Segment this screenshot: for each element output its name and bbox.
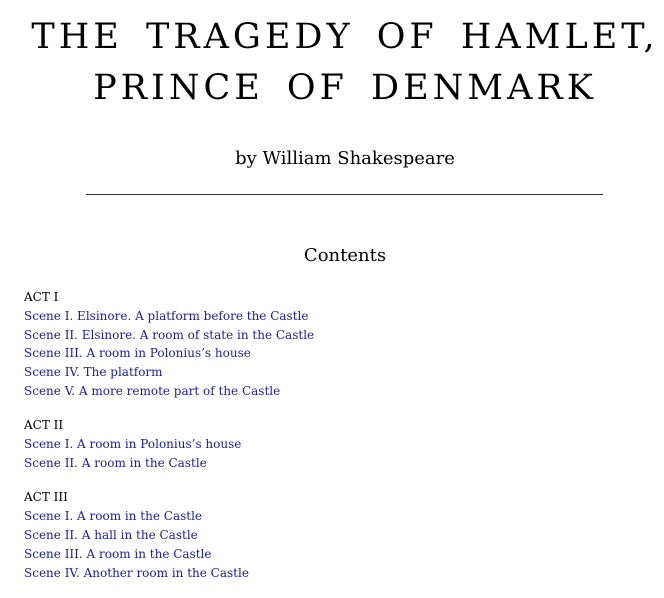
act-block bbox=[24, 416, 644, 472]
act-block bbox=[24, 288, 644, 401]
title-line-2: PRINCE OF DENMARK bbox=[93, 68, 597, 108]
author-byline: by William Shakespeare bbox=[235, 148, 455, 169]
scene-link[interactable]: Scene I. Elsinore. A platform before the Castle bbox=[24, 308, 309, 323]
horizontal-rule bbox=[86, 194, 603, 195]
contents-heading: Contents bbox=[303, 245, 387, 266]
scene-link[interactable]: Scene III. A room in Polonius’s house bbox=[24, 346, 251, 361]
scene-link[interactable]: Scene IV. Another room in the Castle bbox=[24, 565, 249, 580]
act-label: ACT II bbox=[24, 418, 64, 433]
scene-link[interactable]: Scene II. Elsinore. A room of state in the Castle bbox=[24, 327, 315, 342]
table-of-contents bbox=[24, 288, 644, 598]
act-label: ACT III bbox=[24, 490, 68, 505]
scene-link[interactable]: Scene II. A room in the Castle bbox=[24, 455, 207, 470]
scene-link[interactable]: Scene IV. The platform bbox=[24, 365, 163, 380]
act-block bbox=[24, 488, 644, 582]
act-label: ACT I bbox=[24, 290, 59, 304]
scene-link[interactable]: Scene I. A room in Polonius’s house bbox=[24, 437, 242, 452]
scene-link[interactable]: Scene III. A room in the Castle bbox=[24, 546, 212, 561]
page-title bbox=[0, 12, 664, 114]
scene-link[interactable]: Scene II. A hall in the Castle bbox=[24, 527, 198, 542]
title-line-1: THE TRAGEDY OF HAMLET, bbox=[31, 17, 659, 57]
scene-link[interactable]: Scene V. A more remote part of the Castle bbox=[24, 383, 281, 398]
scene-link[interactable]: Scene I. A room in the Castle bbox=[24, 509, 203, 524]
